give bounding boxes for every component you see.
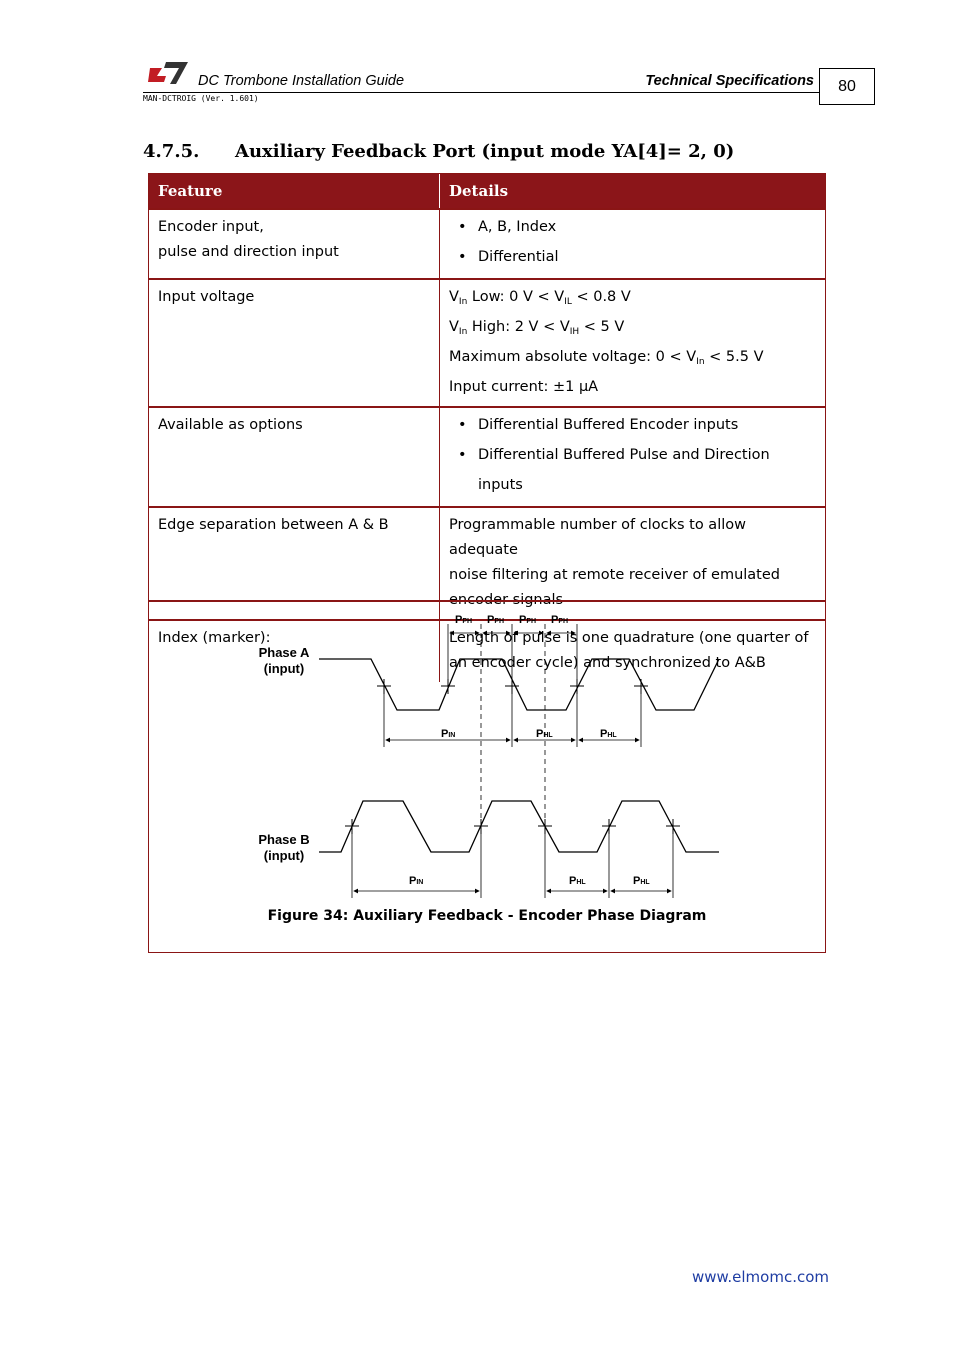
pph-label: PPH: [487, 614, 505, 626]
figure-caption: Figure 34: Auxiliary Feedback - Encoder Phase Diagram: [267, 908, 707, 924]
phl-label: PHL: [633, 875, 650, 887]
list-item: • Differential Buffered Encoder inputs: [478, 410, 816, 440]
details-cell: [440, 279, 826, 407]
phase-a-dimension-labels: [441, 728, 617, 740]
details-cell: [440, 407, 826, 507]
voltage-max: Maximum absolute voltage: $0 < V_{In} < 5.5$ V: [449, 349, 764, 367]
table-header-row: [149, 174, 825, 209]
column-header-feature: Feature: [149, 174, 440, 209]
section-heading: [143, 141, 734, 162]
table-row: [149, 407, 825, 507]
phase-b-dimension-labels: [409, 875, 650, 887]
header-rule: [143, 92, 819, 93]
details-line: noise filtering at remote receiver of emulated: [449, 567, 780, 583]
feature-cell: Available as options: [149, 407, 440, 507]
table-row: [149, 279, 825, 407]
details-line: Length of pulse is one quadrature (one quarter of: [449, 630, 809, 646]
feature-cell: [149, 209, 440, 279]
phase-a-edge-markers: [377, 679, 648, 694]
phase-b-sublabel: (input): [263, 848, 305, 863]
feature-cell: Input voltage: [149, 279, 440, 407]
list-item: • Differential Buffered Pulse and Direction inputs: [478, 440, 816, 500]
list-item: • A, B, Index: [478, 212, 816, 242]
details-line: Programmable number of clocks to allow adequate: [449, 517, 746, 558]
list-item: • Differential: [478, 242, 816, 272]
phase-b-edge-markers: [345, 819, 680, 834]
pph-label: PPH: [455, 614, 473, 626]
page-number: 80: [819, 68, 875, 105]
pph-labels: [455, 614, 568, 626]
version-label: MAN-DCTROIG (Ver. 1.601): [143, 94, 259, 103]
spec-table: [148, 173, 826, 953]
feature-cell: Index (marker):: [149, 620, 440, 682]
phase-a-sublabel: (input): [263, 661, 305, 676]
pph-label: PPH: [551, 614, 569, 626]
input-current: Input current: ±1 μA: [449, 379, 599, 395]
feature-line: pulse and direction input: [158, 244, 339, 260]
phase-b-label: Phase B: [258, 832, 310, 847]
pin-label: PIN: [441, 728, 456, 740]
details-cell: [440, 209, 826, 279]
encoder-phase-diagram: [149, 602, 825, 954]
details-line: encoder signals: [449, 592, 564, 608]
phl-label: PHL: [569, 875, 586, 887]
phase-b-extension-lines: [352, 834, 673, 898]
section-title: Auxiliary Feedback Port (input mode YA[4]= 2, 0): [235, 141, 735, 162]
feature-line: Encoder input,: [158, 219, 264, 235]
figure-container: [149, 600, 825, 954]
document-title: DC Trombone Installation Guide: [198, 73, 405, 89]
chapter-title: Technical Specifications: [645, 73, 814, 89]
phase-a-label: Phase A: [258, 645, 310, 660]
feature-cell: Edge separation between A & B: [149, 507, 440, 620]
section-number: 4.7.5.: [143, 141, 200, 162]
details-line: an encoder cycle) and synchronized to A&B: [449, 655, 766, 671]
phl-label: PHL: [600, 728, 617, 740]
phase-b-waveform: [319, 801, 719, 852]
pin-label: PIN: [409, 875, 424, 887]
website-link[interactable]: www.elmomc.com: [691, 1268, 829, 1286]
table-row: [149, 209, 825, 279]
column-header-details: Details: [440, 174, 826, 209]
phase-a-waveform: [319, 659, 719, 710]
voltage-high: $V_{In}$ High: 2 $V < V_{IH} < 5$ V: [449, 319, 625, 337]
elmo-logo: [148, 58, 190, 86]
pph-label: PPH: [519, 614, 537, 626]
dashed-guide-lines: [481, 624, 545, 819]
voltage-low: $V_{In}$ Low: 0 $V < V_{IL} < 0.8$ V: [449, 289, 631, 307]
phl-label: PHL: [536, 728, 553, 740]
